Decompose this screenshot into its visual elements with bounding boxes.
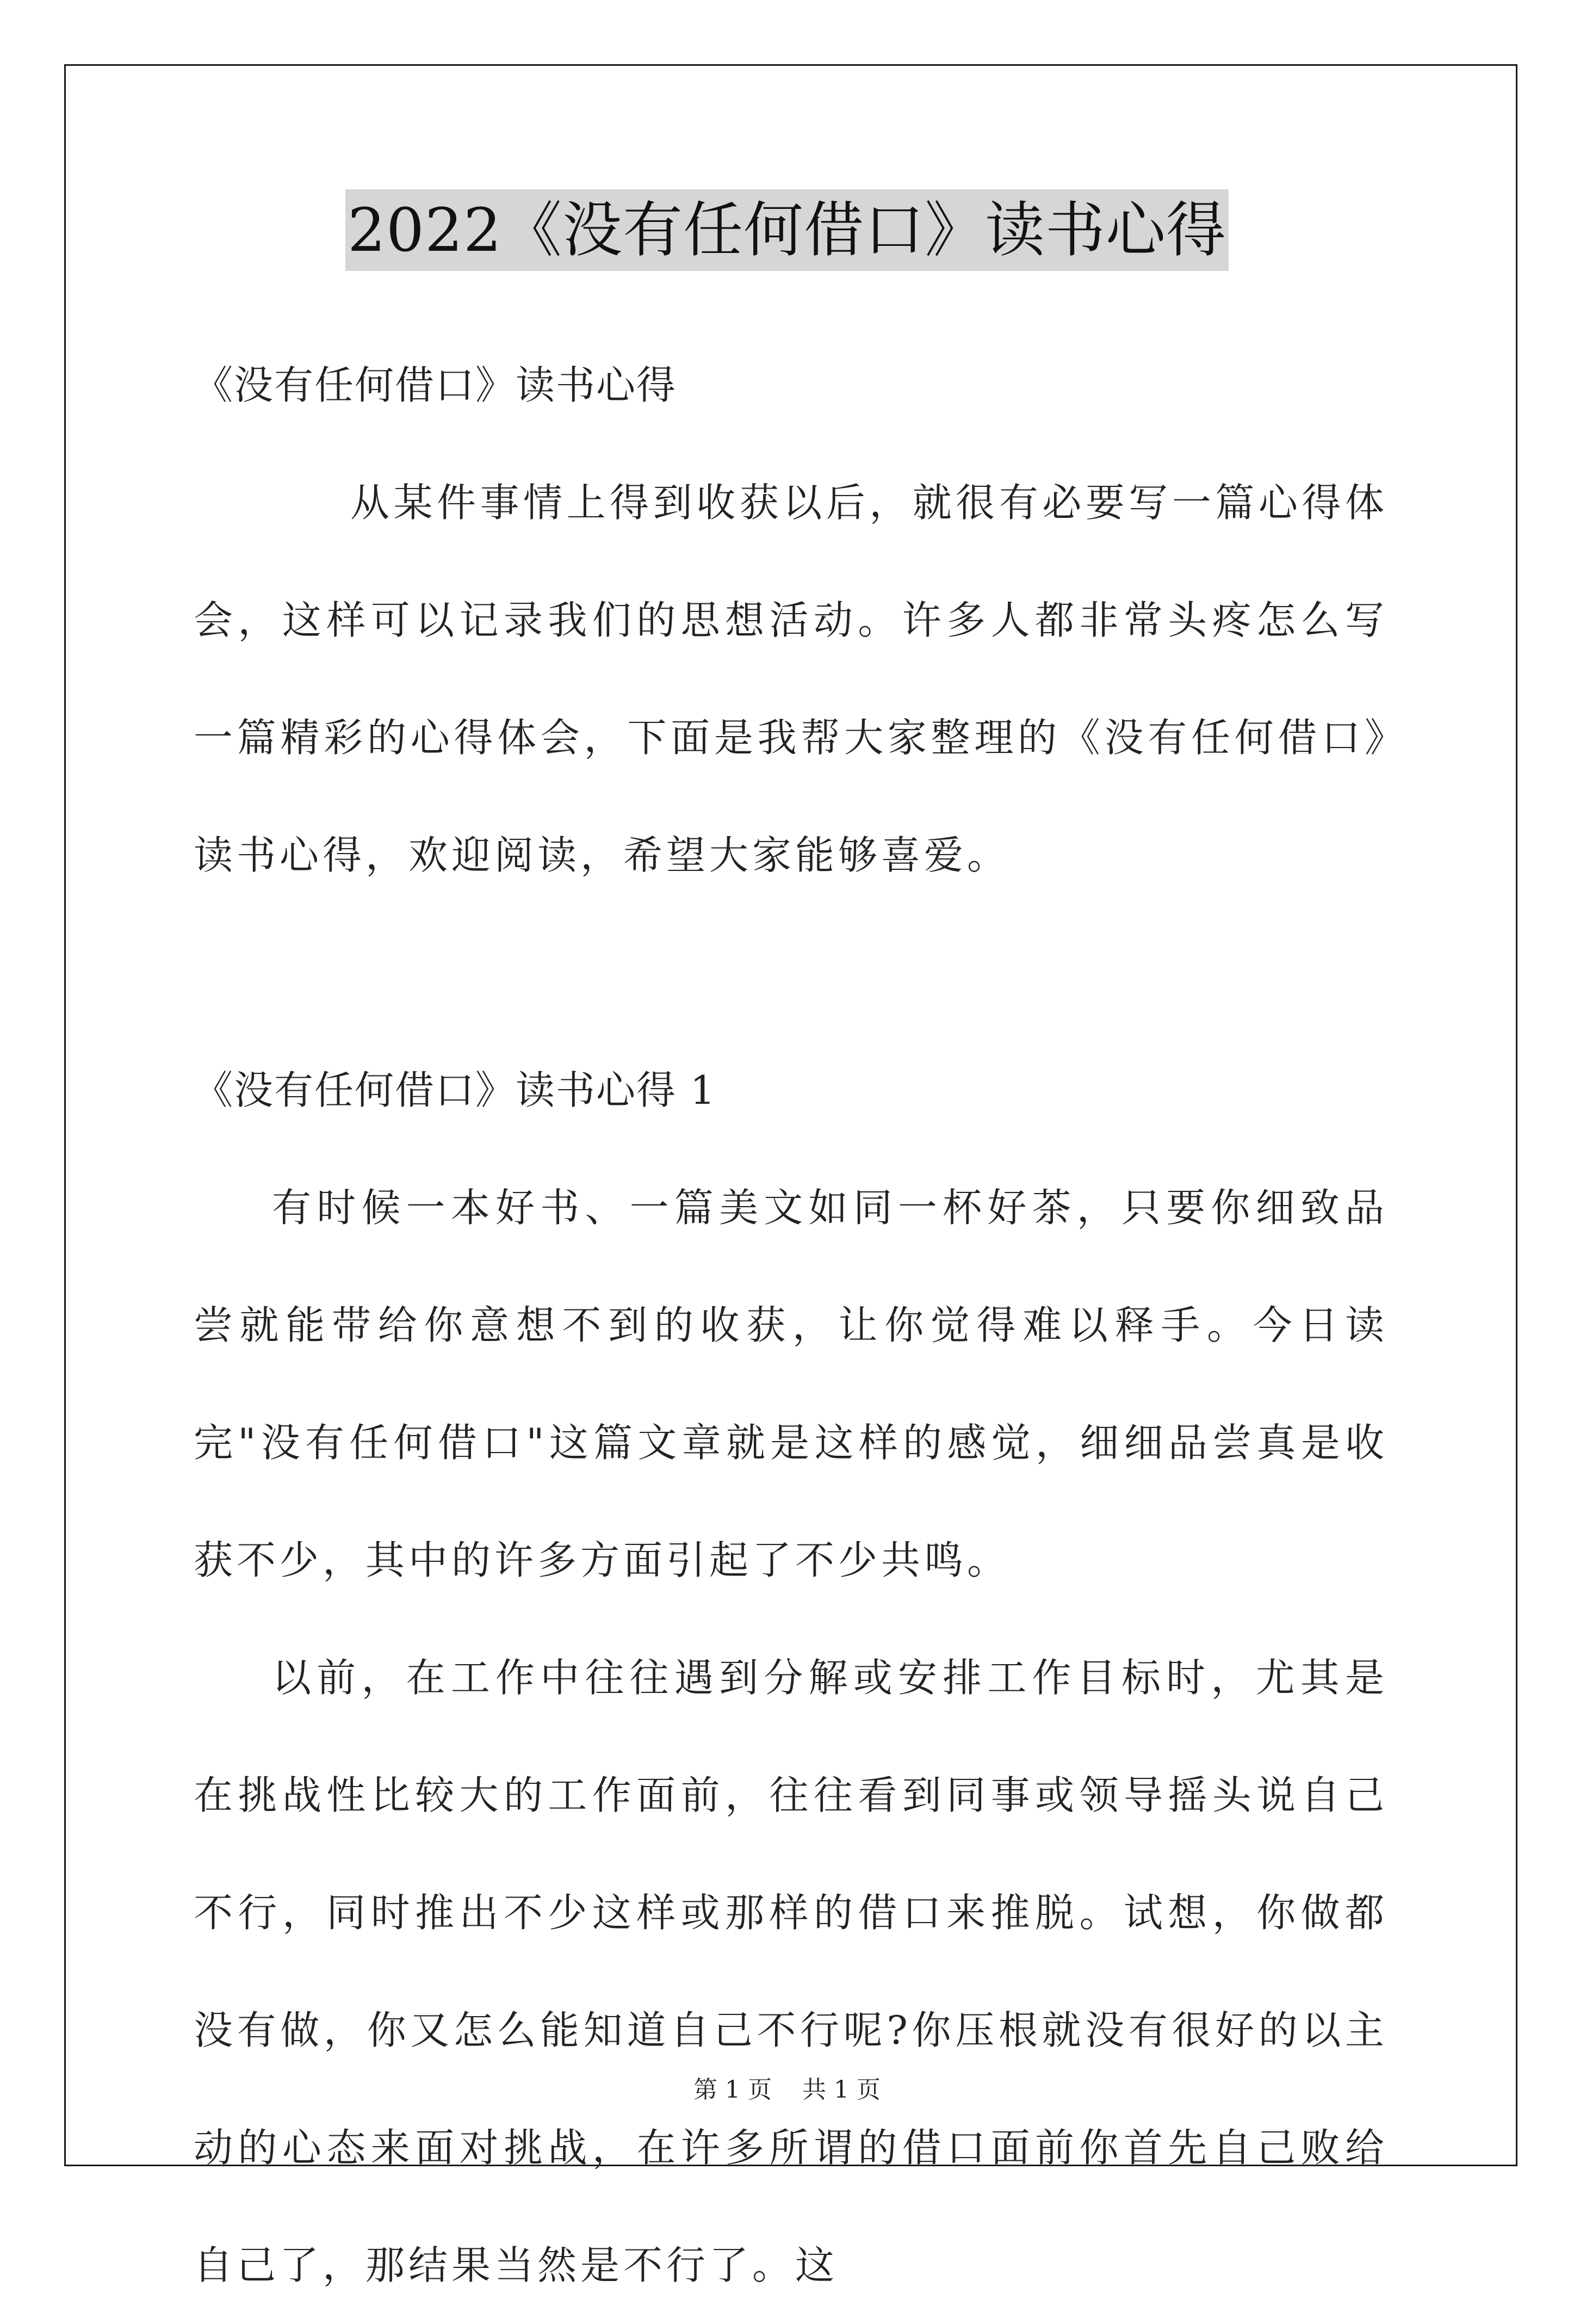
title-container <box>0 189 1574 271</box>
page-number-footer: 第 1 页 共 1 页 <box>693 2076 881 2104</box>
document-title: 2022《没有任何借口》读书心得 <box>345 189 1229 271</box>
intro-paragraph: 从某件事情上得到收获以后，就很有必要写一篇心得体会，这样可以记录我们的思想活动。许多人都非常头疼怎么写一篇精彩的心得体会，下面是我帮大家整理的《没有任何借口》读书心得，欢迎阅读，希望大家能够喜爱。 <box>194 480 1388 878</box>
body-paragraph: 有时候一本好书、一篇美文如同一杯好茶，只要你细致品尝就能带给你意想不到的收获，让你觉得难以释手。今日读完"没有任何借口"这篇文章就是这样的感觉，细细品尝真是收获不少，其中的许多方面引起了不少共鸣。 <box>194 1185 1388 1583</box>
body-paragraph: 以前，在工作中往往遇到分解或安排工作目标时，尤其是在挑战性比较大的工作面前，往往看到同事或领导摇头说自己不行，同时推出不少这样或那样的借口来推脱。试想，你做都没有做，你又怎么能知道自己不行呢?你压根就没有很好的以主动的心态来面对挑战，在许多所谓的借口面前你首先自己败给自己了，那结果当然是不行了。这 <box>194 1655 1388 2288</box>
blank-line <box>194 914 1388 1031</box>
document-body <box>194 326 1388 2324</box>
intro-heading: 《没有任何借口》读书心得 <box>194 362 677 408</box>
section-heading: 《没有任何借口》读书心得 1 <box>194 1067 716 1113</box>
